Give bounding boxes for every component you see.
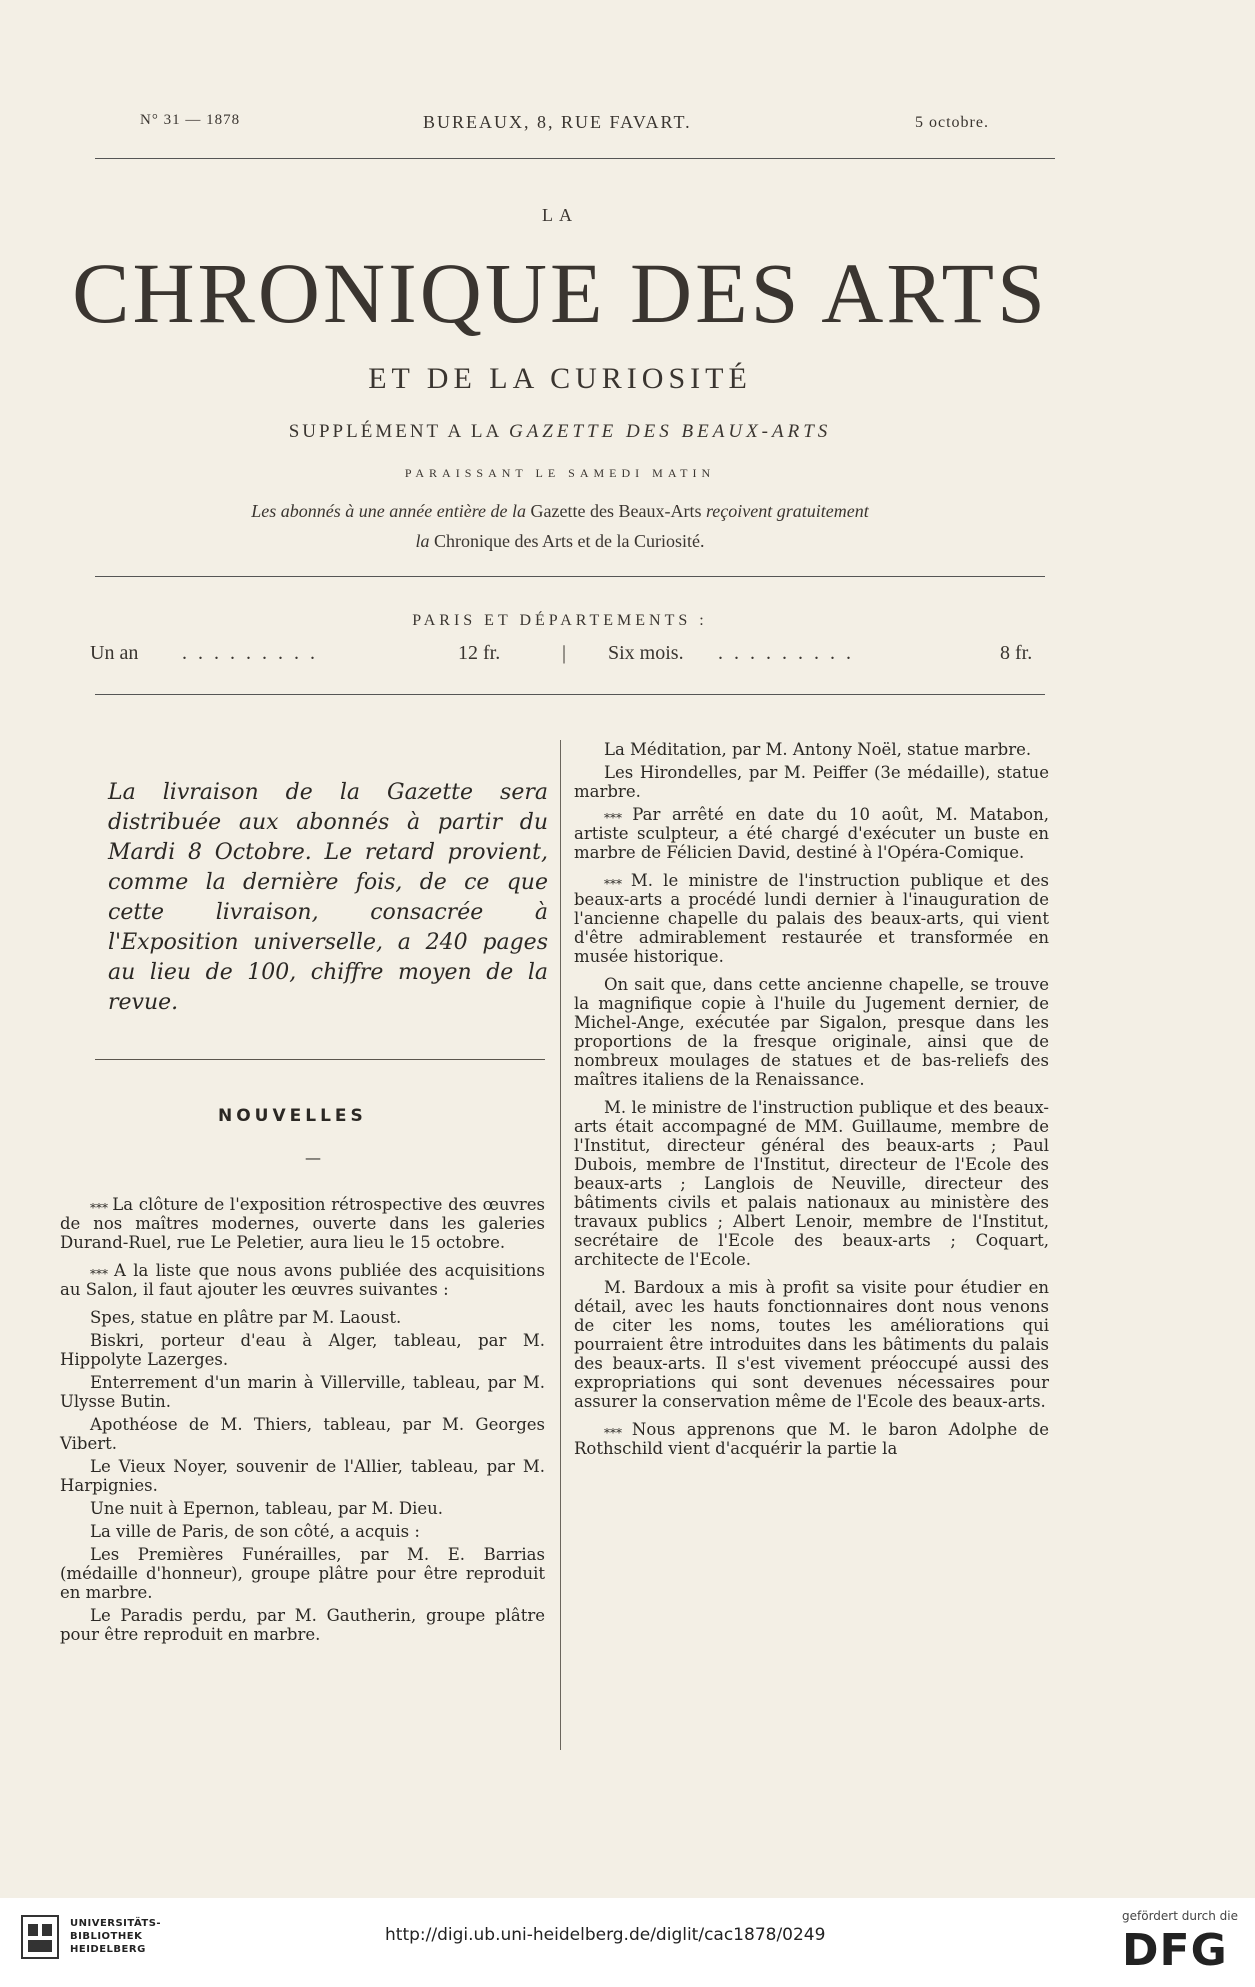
issue-date: 5 octobre. <box>915 114 989 131</box>
masthead-article: LA <box>542 205 578 225</box>
library-line: UNIVERSITÄTS- <box>70 1918 162 1929</box>
price-six-value: 8 fr. <box>1000 642 1033 664</box>
source-link[interactable]: http://digi.ub.uni-heidelberg.de/diglit/cac1878/0249 <box>385 1925 826 1945</box>
section-dash: — <box>305 1148 321 1167</box>
news-item: ⁎⁎⁎ A la liste que nous avons publiée des acquisitions au Salon, il faut ajouter les œuvres suivantes : <box>60 1261 545 1299</box>
list-item: Les Hirondelles, par M. Peiffer (3e médaille), statue marbre. <box>574 763 1049 801</box>
price-separator: | <box>562 642 567 664</box>
office-address: BUREAUX, 8, RUE FAVART. <box>423 112 692 132</box>
list-item: Le Paradis perdu, par M. Gautherin, groupe plâtre pour être reproduit en marbre. <box>60 1606 545 1644</box>
masthead-rule <box>95 576 1045 577</box>
supplement-prefix: SUPPLÉMENT A LA <box>288 421 502 442</box>
masthead-subtitle: ET DE LA CURIOSITÉ <box>368 362 752 395</box>
news-item: ⁎⁎⁎ Par arrêté en date du 10 août, M. Matabon, artiste sculpteur, a été chargé d'exécuter un buste en marbre de Félicien David, destiné à l'Opéra-Comique. <box>574 805 1049 862</box>
note-1b: Gazette des Beaux-Arts <box>530 501 702 521</box>
price-year-value: 12 fr. <box>458 642 501 664</box>
news-item: ⁎⁎⁎ M. le ministre de l'instruction publique et des beaux-arts a procédé lundi dernier à l'inauguration de l'ancienne chapelle du palais des beaux-arts, qui vient d'être admirablement restaurée et transformée en musée historique. <box>574 871 1049 966</box>
issue-number: N° 31 — 1878 <box>140 112 241 128</box>
masthead-title: CHRONIQUE DES ARTS <box>72 245 1048 341</box>
supplement-journal: GAZETTE DES BEAUX-ARTS <box>508 421 832 442</box>
list-item: Une nuit à Epernon, tableau, par M. Dieu. <box>90 1499 444 1518</box>
publication-schedule: PARAISSANT LE SAMEDI MATIN <box>404 466 716 480</box>
header-rule <box>95 158 1055 159</box>
supplement-line <box>60 421 1060 443</box>
price-year-dots: . . . . . . . . . <box>182 642 318 664</box>
pricing-rule <box>95 694 1045 695</box>
list-item: Le Vieux Noyer, souvenir de l'Allier, tableau, par M. Harpignies. <box>60 1457 545 1495</box>
funding-caption: gefördert durch die <box>1122 1909 1238 1923</box>
price-six-dots: . . . . . . . . . <box>718 642 854 664</box>
notice-rule <box>95 1059 545 1060</box>
news-item: ⁎⁎⁎ La clôture de l'exposition rétrospective des œuvres de nos maîtres modernes, ouverte dans les galeries Durand-Ruel, rue Le Peletier, aura lieu le 15 octobre. <box>60 1195 545 1252</box>
subscriber-note-line2 <box>60 528 1060 554</box>
news-item: ⁎⁎⁎ Nous apprenons que M. le baron Adolphe de Rothschild vient d'acquérir la partie la <box>574 1420 1049 1458</box>
right-column <box>574 740 1049 1467</box>
section-title: NOUVELLES <box>218 1106 367 1126</box>
note-1c: reçoivent gratuitement <box>705 501 869 521</box>
paragraph: M. le ministre de l'instruction publique et des beaux-arts était accompagné de MM. Guillaume, membre de l'Institut, directeur général des beaux-arts ; Paul Dubois, membre de l'Institut, directeur de l'Ecole des beaux-arts ; Langlois de Neuville, directeur des bâtiments civils et palais nationaux au ministère des travaux publics ; Albert Lenoir, membre de l'Institut, secrétaire de l'Ecole des beaux-arts ; Coquart, architecte de l'Ecole. <box>574 1098 1049 1269</box>
list-item: Biskri, porteur d'eau à Alger, tableau, par M. Hippolyte Lazerges. <box>60 1331 545 1369</box>
library-name <box>70 1917 161 1956</box>
subscriber-note-line1 <box>60 498 1060 524</box>
price-six-label: Six mois. <box>608 642 684 664</box>
price-year-label: Un an <box>90 642 139 664</box>
paragraph: M. Bardoux a mis à profit sa visite pour étudier en détail, avec les hauts fonctionnaires dont nous venons de citer les noms, toutes les améliorations qui pourraient être introduites dans les bâtiments du palais des beaux-arts. Il s'est vivement préoccupé aussi des expropriations qui sont devenues nécessaires pour assurer la conservation même de l'Ecole des beaux-arts. <box>574 1278 1049 1411</box>
library-line: HEIDELBERG <box>70 1944 146 1955</box>
note-2a: la <box>415 531 430 551</box>
dfg-logo: DFG <box>1122 1925 1228 1976</box>
library-line: BIBLIOTHEK <box>70 1931 143 1942</box>
left-column <box>60 1195 545 1648</box>
list-item: Enterrement d'un marin à Villerville, tableau, par M. Ulysse Butin. <box>60 1373 545 1411</box>
list-item: La Méditation, par M. Antony Noël, statue marbre. <box>604 740 1032 759</box>
list-item: Les Premières Funérailles, par M. E. Barrias (médaille d'honneur), groupe plâtre pour être reproduit en marbre. <box>60 1545 545 1602</box>
note-2b: Chronique des Arts et de la Curiosité. <box>434 531 705 551</box>
list-item: Apothéose de M. Thiers, tableau, par M. Georges Vibert. <box>60 1415 545 1453</box>
note-1a: Les abonnés à une année entière de la <box>251 501 527 521</box>
university-seal-icon <box>18 1912 62 1962</box>
pricing-heading: PARIS ET DÉPARTEMENTS : <box>412 612 708 629</box>
list-item: Spes, statue en plâtre par M. Laoust. <box>90 1308 402 1327</box>
list-item: La ville de Paris, de son côté, a acquis : <box>90 1522 420 1541</box>
delivery-notice: La livraison de la Gazette sera distribuée aux abonnés à partir du Mardi 8 Octobre. Le retard provient, comme la dernière fois, de ce que cette livraison, consacrée à l'Exposition universelle, a 240 pages au lieu de 100, chiffre moyen de la revue. <box>108 780 548 1015</box>
column-divider <box>560 740 561 1750</box>
paragraph: On sait que, dans cette ancienne chapelle, se trouve la magnifique copie à l'huile du Jugement dernier, de Michel-Ange, exécutée par Sigalon, presque dans les proportions de la fresque originale, ainsi que de nombreux moulages de statues et de bas-reliefs des maîtres italiens de la Renaissance. <box>574 975 1049 1089</box>
